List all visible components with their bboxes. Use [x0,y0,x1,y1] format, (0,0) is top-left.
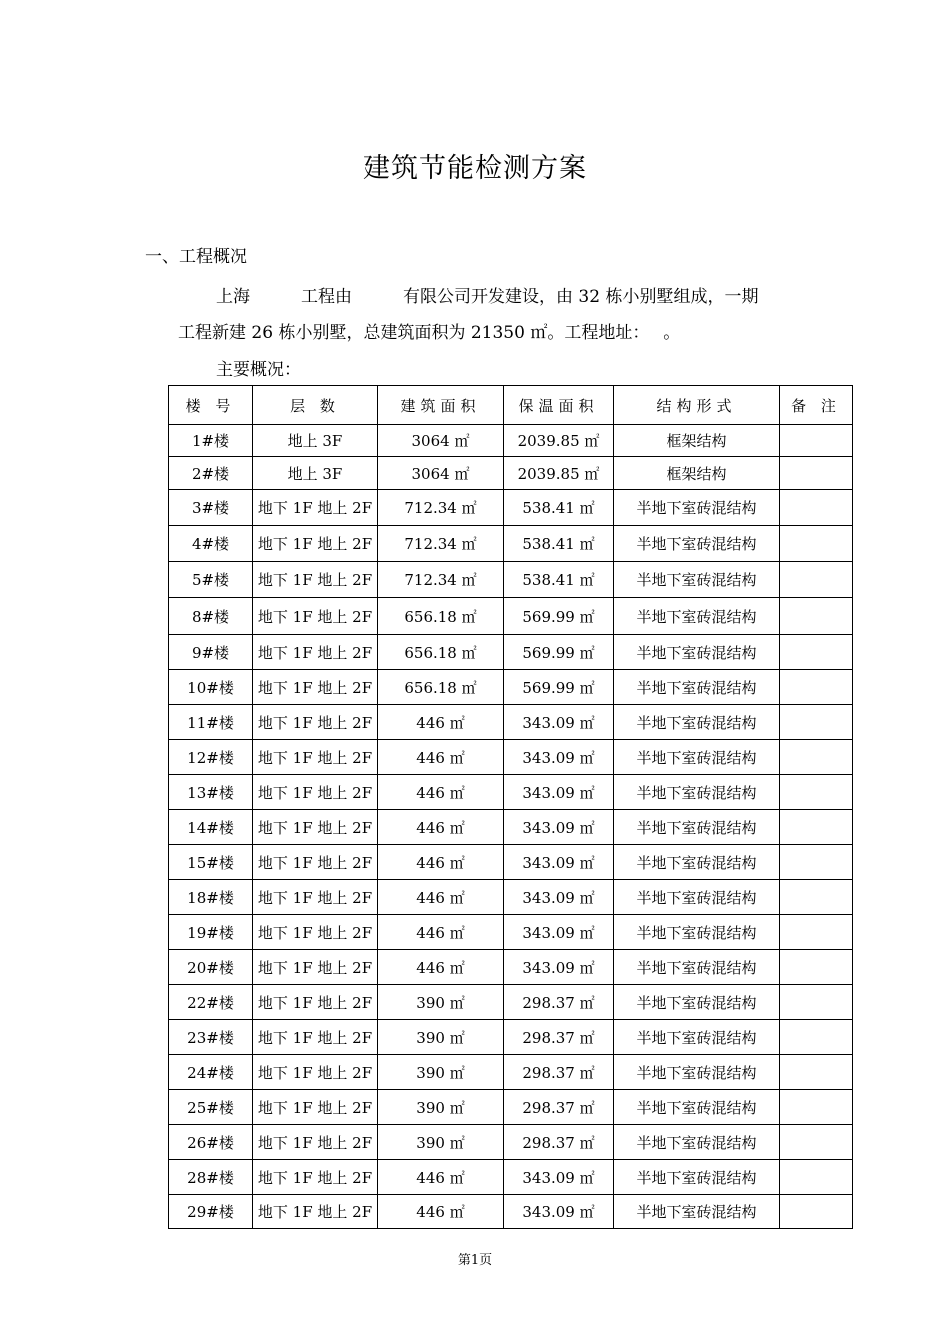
cell-building-no: 26#楼 [169,1125,253,1160]
cell-building-no: 15#楼 [169,845,253,880]
table-row [169,1055,853,1090]
cell-floors: 地下 1F 地上 2F [253,1195,378,1229]
cell-insulation-area: 569.99 ㎡ [504,635,614,670]
table-row [169,950,853,985]
cell-floors: 地下 1F 地上 2F [253,880,378,915]
table-row [169,1090,853,1125]
table-row [169,526,853,562]
cell-remarks [780,810,853,845]
table-body [169,425,853,1229]
cell-remarks [780,425,853,457]
cell-building-no: 12#楼 [169,740,253,775]
cell-building-no: 5#楼 [169,562,253,598]
table-row [169,1160,853,1195]
cell-insulation-area: 343.09 ㎡ [504,740,614,775]
cell-structure: 半地下室砖混结构 [614,670,780,705]
cell-structure: 半地下室砖混结构 [614,1160,780,1195]
cell-building-area: 446 ㎡ [378,880,504,915]
header-building-no: 楼 号 [169,386,253,425]
cell-building-area: 390 ㎡ [378,1090,504,1125]
cell-remarks [780,670,853,705]
cell-remarks [780,1160,853,1195]
cell-insulation-area: 343.09 ㎡ [504,880,614,915]
cell-remarks [780,635,853,670]
header-remarks: 备 注 [780,386,853,425]
table-row [169,562,853,598]
cell-insulation-area: 343.09 ㎡ [504,845,614,880]
cell-insulation-area: 343.09 ㎡ [504,810,614,845]
table-right-border [852,385,853,1223]
table-row [169,880,853,915]
cell-insulation-area: 538.41 ㎡ [504,562,614,598]
table-row [169,1020,853,1055]
cell-floors: 地下 1F 地上 2F [253,1125,378,1160]
cell-insulation-area: 343.09 ㎡ [504,1195,614,1229]
cell-structure: 半地下室砖混结构 [614,705,780,740]
cell-remarks [780,1020,853,1055]
cell-remarks [780,705,853,740]
page-number: 第1页 [457,1253,493,1268]
cell-structure: 半地下室砖混结构 [614,915,780,950]
table-row [169,1195,853,1229]
cell-building-no: 8#楼 [169,598,253,635]
cell-building-area: 712.34 ㎡ [378,562,504,598]
cell-building-no: 22#楼 [169,985,253,1020]
document-title: 建筑节能检测方案 [363,153,587,184]
table-row [169,985,853,1020]
cell-remarks [780,562,853,598]
table-header-row [169,386,853,425]
table-row [169,457,853,490]
cell-insulation-area: 2039.85 ㎡ [504,425,614,457]
overview-line-3: 主要概况： [216,360,301,380]
cell-structure: 框架结构 [614,457,780,490]
cell-insulation-area: 569.99 ㎡ [504,598,614,635]
header-building-area: 建筑面积 [378,386,504,425]
cell-insulation-area: 298.37 ㎡ [504,1090,614,1125]
cell-building-area: 446 ㎡ [378,810,504,845]
cell-remarks [780,1090,853,1125]
cell-remarks [780,985,853,1020]
cell-building-area: 656.18 ㎡ [378,598,504,635]
cell-insulation-area: 298.37 ㎡ [504,1020,614,1055]
table-row [169,845,853,880]
cell-floors: 地下 1F 地上 2F [253,1090,378,1125]
cell-floors: 地下 1F 地上 2F [253,810,378,845]
overview-line-1: 上海 工程由 有限公司开发建设，由 32 栋小别墅组成，一期 [216,287,759,307]
cell-remarks [780,457,853,490]
cell-remarks [780,880,853,915]
cell-floors: 地下 1F 地上 2F [253,845,378,880]
cell-floors: 地下 1F 地上 2F [253,562,378,598]
cell-building-area: 446 ㎡ [378,950,504,985]
cell-building-area: 390 ㎡ [378,1055,504,1090]
cell-structure: 半地下室砖混结构 [614,562,780,598]
table-row [169,635,853,670]
cell-floors: 地下 1F 地上 2F [253,740,378,775]
overview-line-2: 工程新建 26 栋小别墅，总建筑面积为 21350 ㎡。工程地址： 。 [178,323,681,343]
table-row [169,670,853,705]
cell-building-area: 656.18 ㎡ [378,635,504,670]
cell-building-area: 446 ㎡ [378,1195,504,1229]
cell-building-no: 4#楼 [169,526,253,562]
table-row [169,740,853,775]
cell-floors: 地下 1F 地上 2F [253,985,378,1020]
table-row [169,425,853,457]
cell-insulation-area: 343.09 ㎡ [504,1160,614,1195]
header-insulation-area: 保温面积 [504,386,614,425]
cell-building-no: 29#楼 [169,1195,253,1229]
cell-building-no: 1#楼 [169,425,253,457]
cell-structure: 半地下室砖混结构 [614,880,780,915]
cell-building-area: 3064 ㎡ [378,457,504,490]
cell-structure: 半地下室砖混结构 [614,985,780,1020]
table-row [169,598,853,635]
cell-structure: 半地下室砖混结构 [614,490,780,526]
cell-building-area: 712.34 ㎡ [378,490,504,526]
cell-remarks [780,526,853,562]
cell-insulation-area: 298.37 ㎡ [504,1125,614,1160]
cell-building-no: 24#楼 [169,1055,253,1090]
cell-floors: 地下 1F 地上 2F [253,775,378,810]
cell-floors: 地下 1F 地上 2F [253,705,378,740]
cell-building-area: 390 ㎡ [378,1125,504,1160]
cell-insulation-area: 343.09 ㎡ [504,775,614,810]
cell-floors: 地下 1F 地上 2F [253,1160,378,1195]
cell-structure: 半地下室砖混结构 [614,1090,780,1125]
cell-building-area: 446 ㎡ [378,775,504,810]
cell-building-area: 446 ㎡ [378,915,504,950]
cell-building-no: 19#楼 [169,915,253,950]
header-floors: 层 数 [253,386,378,425]
cell-building-no: 3#楼 [169,490,253,526]
cell-structure: 半地下室砖混结构 [614,775,780,810]
cell-building-area: 3064 ㎡ [378,425,504,457]
cell-structure: 半地下室砖混结构 [614,845,780,880]
cell-building-area: 446 ㎡ [378,845,504,880]
cell-building-area: 446 ㎡ [378,740,504,775]
cell-building-area: 656.18 ㎡ [378,670,504,705]
cell-structure: 框架结构 [614,425,780,457]
cell-remarks [780,1055,853,1090]
cell-insulation-area: 538.41 ㎡ [504,526,614,562]
cell-structure: 半地下室砖混结构 [614,810,780,845]
cell-insulation-area: 569.99 ㎡ [504,670,614,705]
cell-structure: 半地下室砖混结构 [614,950,780,985]
cell-remarks [780,950,853,985]
cell-structure: 半地下室砖混结构 [614,526,780,562]
cell-insulation-area: 298.37 ㎡ [504,1055,614,1090]
cell-building-no: 10#楼 [169,670,253,705]
cell-building-area: 446 ㎡ [378,1160,504,1195]
cell-building-no: 23#楼 [169,1020,253,1055]
section-heading: 一、工程概况 [145,247,247,267]
cell-insulation-area: 343.09 ㎡ [504,915,614,950]
cell-remarks [780,775,853,810]
cell-building-no: 20#楼 [169,950,253,985]
cell-floors: 地上 3F [253,425,378,457]
cell-structure: 半地下室砖混结构 [614,1125,780,1160]
cell-floors: 地下 1F 地上 2F [253,1055,378,1090]
cell-remarks [780,598,853,635]
cell-building-no: 18#楼 [169,880,253,915]
cell-remarks [780,1125,853,1160]
cell-building-no: 25#楼 [169,1090,253,1125]
cell-structure: 半地下室砖混结构 [614,1195,780,1229]
table-row [169,775,853,810]
cell-building-no: 2#楼 [169,457,253,490]
cell-insulation-area: 2039.85 ㎡ [504,457,614,490]
cell-building-no: 11#楼 [169,705,253,740]
header-structure: 结构形式 [614,386,780,425]
cell-building-no: 14#楼 [169,810,253,845]
cell-floors: 地下 1F 地上 2F [253,635,378,670]
cell-structure: 半地下室砖混结构 [614,1020,780,1055]
cell-structure: 半地下室砖混结构 [614,1055,780,1090]
cell-structure: 半地下室砖混结构 [614,635,780,670]
cell-building-area: 446 ㎡ [378,705,504,740]
cell-building-no: 13#楼 [169,775,253,810]
cell-insulation-area: 343.09 ㎡ [504,705,614,740]
cell-structure: 半地下室砖混结构 [614,740,780,775]
cell-remarks [780,915,853,950]
cell-remarks [780,490,853,526]
table-row [169,1125,853,1160]
cell-floors: 地下 1F 地上 2F [253,950,378,985]
cell-building-no: 9#楼 [169,635,253,670]
cell-floors: 地下 1F 地上 2F [253,1020,378,1055]
cell-floors: 地下 1F 地上 2F [253,670,378,705]
cell-building-no: 28#楼 [169,1160,253,1195]
cell-floors: 地下 1F 地上 2F [253,598,378,635]
cell-floors: 地下 1F 地上 2F [253,915,378,950]
cell-floors: 地下 1F 地上 2F [253,526,378,562]
table-row [169,810,853,845]
building-table [168,385,853,1229]
cell-floors: 地下 1F 地上 2F [253,490,378,526]
cell-remarks [780,1195,853,1229]
cell-insulation-area: 343.09 ㎡ [504,950,614,985]
table-row [169,490,853,526]
table-row [169,915,853,950]
cell-floors: 地上 3F [253,457,378,490]
cell-remarks [780,740,853,775]
table-row [169,705,853,740]
cell-building-area: 390 ㎡ [378,1020,504,1055]
cell-structure: 半地下室砖混结构 [614,598,780,635]
cell-building-area: 390 ㎡ [378,985,504,1020]
cell-insulation-area: 538.41 ㎡ [504,490,614,526]
cell-insulation-area: 298.37 ㎡ [504,985,614,1020]
cell-building-area: 712.34 ㎡ [378,526,504,562]
cell-remarks [780,845,853,880]
